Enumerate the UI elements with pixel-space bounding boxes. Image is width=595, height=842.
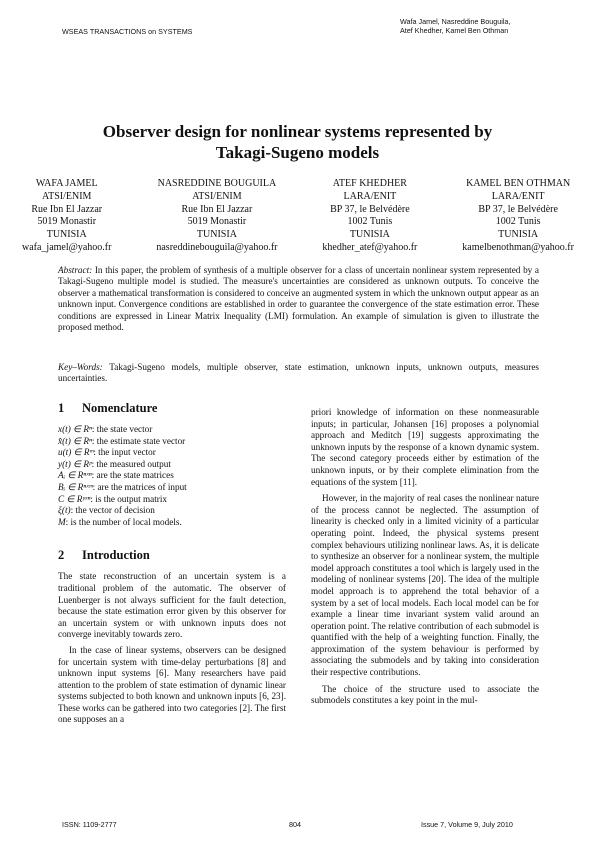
author-affiliation: LARA/ENIT xyxy=(343,190,397,202)
author-affiliation: ATSI/ENIM xyxy=(42,190,92,202)
nomenclature-desc: : are the matrices of input xyxy=(92,481,187,492)
nomenclature-item xyxy=(58,517,286,529)
nomenclature-symbol: M xyxy=(58,516,66,527)
author-city: 5019 Monastir xyxy=(37,216,97,228)
section-title: Introduction xyxy=(82,548,150,563)
author-block xyxy=(22,178,574,255)
running-header-authors-line1: Wafa Jamel, Nasreddine Bouguila, xyxy=(400,17,511,26)
nomenclature-item xyxy=(58,494,286,506)
abstract-label: Abstract: xyxy=(58,265,93,275)
section-title: Nomenclature xyxy=(82,401,158,415)
author-3 xyxy=(322,178,417,255)
footer-page-number: 804 xyxy=(289,820,301,829)
nomenclature-desc: : the input vector xyxy=(93,447,156,458)
nomenclature-item xyxy=(58,482,286,494)
author-address: Rue Ibn El Jazzar xyxy=(181,203,253,215)
nomenclature-list xyxy=(58,424,286,528)
author-country: TUNISIA xyxy=(349,229,390,241)
nomenclature-desc: : the estimate state vector xyxy=(91,435,186,446)
author-name: ATEF KHEDHER xyxy=(332,178,407,189)
paper-title xyxy=(40,121,555,163)
nomenclature-symbol: Bᵢ ∈ Rⁿˣᵐ xyxy=(58,481,93,492)
author-email: khedher_atef@yahoo.fr xyxy=(322,241,418,253)
keywords-text: Takagi-Sugeno models, multiple observer, state estimation, unknown inputs, unknown outputs, measures uncertainties. xyxy=(58,362,539,384)
paper-title-line1: Observer design for nonlinear systems represented by xyxy=(102,122,493,141)
author-country: TUNISIA xyxy=(196,229,237,241)
section-heading-nomenclature xyxy=(58,400,286,416)
author-city: 1002 Tunis xyxy=(347,216,393,228)
nomenclature-item xyxy=(58,436,286,448)
author-email: nasreddinebouguila@yahoo.fr xyxy=(156,241,278,253)
nomenclature-item xyxy=(58,459,286,471)
paragraph: The state reconstruction of an uncertain system is a traditional problem of the automatic. The observer of Luenberger is not always sufficient for the fault detection, because the state estimation error given by this observer for an uncertain system or with unknown inputs does not converge inevitably towards zero. xyxy=(58,571,286,640)
footer-issn: ISSN: 1109-2777 xyxy=(62,820,117,829)
paragraph: The choice of the structure used to associate the submodels constitutes a key point in the mul- xyxy=(311,683,539,706)
author-name: NASREDDINE BOUGUILA xyxy=(157,178,277,189)
running-header-authors-line2: Atef Khedher, Kamel Ben Othman xyxy=(400,26,509,35)
nomenclature-symbol: x(t) ∈ Rⁿ xyxy=(58,424,92,434)
author-city: 1002 Tunis xyxy=(495,216,541,228)
section-number: 2 xyxy=(58,548,65,563)
abstract-text: In this paper, the problem of synthesis of a multiple observer for a class of uncertain nonlinear system represented by a Takagi-Sugeno multiple model is studied. The measure's uncertainties are considered as unknown outputs. To conceive the observer a mathematical transformation is considered to conceive an augmented system in which the unknown output appear as an unknown input. Convergence conditions are established in order to guarantee the convergence of the state estimation error. These conditions are expressed in Linear Matrix Inequality (LMI) formulation. An example of simulation is given to illustrate the proposed method. xyxy=(58,265,540,333)
nomenclature-item xyxy=(58,424,286,436)
author-1 xyxy=(22,178,111,255)
right-column xyxy=(311,407,539,707)
author-city: 5019 Monastir xyxy=(187,216,247,228)
section-heading-introduction xyxy=(58,547,286,563)
nomenclature-desc: : the measured output xyxy=(91,458,171,469)
author-affiliation: LARA/ENIT xyxy=(491,190,545,202)
nomenclature-item xyxy=(58,505,286,517)
nomenclature-symbol: x̂(t) ∈ Rⁿ xyxy=(58,435,92,446)
author-country: TUNISIA xyxy=(46,229,87,241)
author-affiliation: ATSI/ENIM xyxy=(192,190,242,202)
keywords-label: Key–Words: xyxy=(58,362,103,372)
nomenclature-symbol: y(t) ∈ Rᵖ xyxy=(58,458,92,469)
running-header-authors xyxy=(400,17,510,35)
paragraph: In the case of linear systems, observers can be designed for uncertain system with time-delay perturbations [8] and unknown input systems [6]. Many researchers have paid attention to the problem of state estimation of dynamic linear systems subjected to both known and unknown inputs [6, 23]. These works can be gathered into two categories [2]. The first one supposes an a xyxy=(58,644,286,725)
author-country: TUNISIA xyxy=(498,229,539,241)
nomenclature-symbol: Aᵢ ∈ Rⁿˣⁿ xyxy=(58,470,92,481)
nomenclature-symbol: C ∈ Rᵖˣⁿ xyxy=(58,493,91,504)
paragraph: However, in the majority of real cases the nonlinear nature of the process cannot be neglected. The assumption of linearity is checked only in a limited vicinity of a particular operating point. Indeed, the physical systems present complex behaviours utilizing nonlinear laws. As, it is delicate to synthesize an observer for a nonlinear system, the multiple model approach constitutes a tool which is largely used in the modeling of nonlinear systems [20]. The idea of the multiple model approach is to apprehend the total behavior of a system by a set of local models. Each local model can be for example a linear time invariant system valid around an operation point. The relative contribution of each submodel is quantified with the help of a weighting function. Finally, the approximation of the system behaviour is performed by associating the submodels and by taking into consideration their respective contributions. xyxy=(311,493,539,678)
keywords xyxy=(58,362,539,385)
nomenclature-desc: : is the output matrix xyxy=(90,493,167,504)
author-address: Rue Ibn El Jazzar xyxy=(31,203,103,215)
paragraph: priori knowledge of information on these nonmeasurable inputs; in particular, Johansen [16] proposes a polynomial approach and Meditch [19] suggests approximating the unknown inputs by the response of a known dynamic system. The second category proceeds either by estimation of the unknown inputs, or by their complete elimination from the equations of the system [11]. xyxy=(311,407,539,487)
author-address: BP 37, le Belvédère xyxy=(478,203,558,215)
author-2 xyxy=(156,178,277,255)
author-address: BP 37, le Belvédère xyxy=(330,203,410,215)
nomenclature-item xyxy=(58,470,286,482)
author-email: kamelbenothman@yahoo.fr xyxy=(462,241,574,253)
nomenclature-desc: : the state vector xyxy=(91,424,153,434)
running-header-journal: WSEAS TRANSACTIONS on SYSTEMS xyxy=(62,27,193,36)
nomenclature-symbol: u(t) ∈ Rᵐ xyxy=(58,447,94,458)
nomenclature-symbol: ξ(t) xyxy=(58,505,71,516)
author-name: KAMEL BEN OTHMAN xyxy=(466,178,571,189)
author-email: wafa_jamel@yahoo.fr xyxy=(22,241,112,253)
author-name: WAFA JAMEL xyxy=(35,178,98,189)
author-4 xyxy=(462,178,574,255)
footer-issue: Issue 7, Volume 9, July 2010 xyxy=(421,820,513,829)
paper-title-line2: Takagi-Sugeno models xyxy=(215,143,380,162)
abstract xyxy=(58,265,539,333)
section-number: 1 xyxy=(58,401,65,415)
left-column xyxy=(58,400,286,726)
nomenclature-desc: : is the number of local models. xyxy=(65,516,182,527)
nomenclature-desc: : the vector of decision xyxy=(70,505,155,516)
nomenclature-item xyxy=(58,447,286,459)
nomenclature-desc: : are the state matrices xyxy=(91,470,174,481)
